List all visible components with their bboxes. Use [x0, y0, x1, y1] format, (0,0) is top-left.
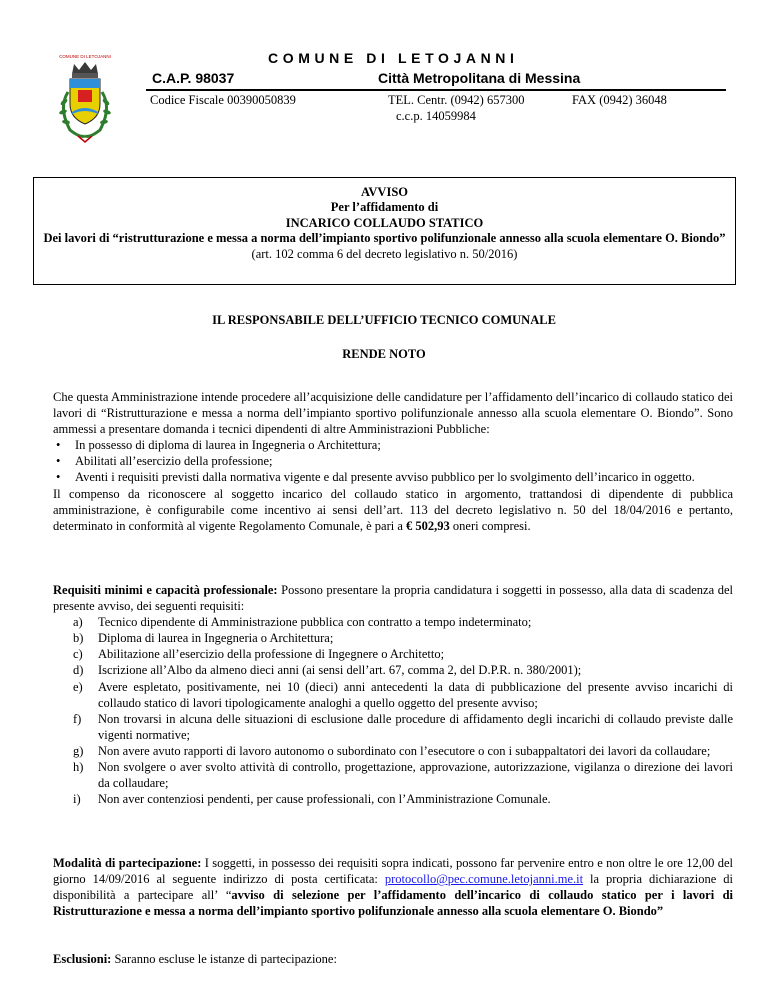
list-item: a) Tecnico dipendente di Amministrazione pubblica con contratto a tempo indeterminato;	[73, 615, 532, 630]
svg-text:COMUNE DI LETOJANNI: COMUNE DI LETOJANNI	[59, 54, 111, 59]
list-item: h) Non svolgere o aver svolto attività di controllo, progettazione, approvazione, autorizzazione, vigilanza o direzione dei lavori da collaudare;	[73, 760, 733, 791]
telephone: TEL. Centr. (0942) 657300	[388, 93, 525, 107]
notice-subtitle: Per l’affidamento di	[330, 200, 439, 215]
list-item: d) Iscrizione all’Albo da almeno dieci anni (ai sensi dell’art. 67, comma 2, del D.P.R. n. 380/2001);	[73, 663, 582, 678]
notice-title: AVVISO	[360, 185, 408, 199]
cap-code: C.A.P. 98037	[152, 70, 235, 86]
citta-metropolitana: Città Metropolitana di Messina	[378, 70, 581, 86]
notice-legal-ref: (art. 102 comma 6 del decreto legislativo n. 50/2016)	[251, 246, 518, 261]
modalita-avviso-title: avviso di selezione per l’affidamento dell’incarico di collaudo statico per i lavori di Ristrutturazione e messa a norma dell’impianto sportivo polifunzionale annesso alla scuola elementare O. Biondo”	[53, 888, 733, 919]
rende-noto-heading: RENDE NOTO	[342, 347, 426, 361]
esclusioni-paragraph	[53, 951, 733, 967]
modalita-text2: la propria dichiarazione di disponibilità a partecipare all’ “	[53, 872, 733, 903]
compenso-paragraph	[53, 486, 733, 534]
intro-section	[53, 389, 733, 534]
requisiti-title: Requisiti minimi e capacità professionale:	[53, 583, 278, 597]
comune-title: COMUNE DI LETOJANNI	[268, 50, 519, 66]
notice-box	[33, 177, 736, 285]
intro-paragraph: Che questa Amministrazione intende procedere all’acquisizione delle candidature per l’affidamento dell’incarico di collaudo statico dei lavori di “Ristrutturazione e messa a norma dell’impianto sportivo polifunzionale annesso alla scuola elementare O. Biondo”. Sono ammessi a presentare domanda i tecnici dipendenti di altre Amministrazioni Pubbliche:	[53, 390, 733, 437]
notice-incarico: INCARICO COLLAUDO STATICO	[285, 215, 484, 230]
list-item: c) Abilitazione all’esercizio della professione di Ingegnere o Architetto;	[73, 647, 445, 662]
esclusioni-section	[53, 951, 733, 967]
municipal-crest-icon	[50, 52, 120, 152]
modalita-title: Modalità di partecipazione:	[53, 856, 202, 870]
pec-email-link[interactable]: protocollo@pec.comune.letojanni.me.it	[384, 872, 584, 887]
list-item: • In possesso di diploma di laurea in Ingegneria o Architettura;	[53, 437, 733, 453]
modalita-paragraph	[53, 855, 733, 919]
requisiti-text: Possono presentare la propria candidatura i soggetti in possesso, alla data di scadenza del presente avviso, dei seguenti requisiti:	[53, 583, 733, 614]
list-item: e) Avere espletato, positivamente, nei 10 (dieci) anni antecedenti la data di pubblicazione del presente avviso incarichi di collaudo statico di lavori tipologicamente analoghi a quello oggetto del presente avviso;	[73, 679, 733, 710]
list-item: i) Non aver contenziosi pendenti, per cause professionali, con l’Amministrazione Comunale.	[73, 792, 551, 807]
header-divider	[146, 89, 726, 91]
compenso-text: Il compenso da riconoscere al soggetto incarico del collaudo statico in argomento, trattandosi di dipendente di pubblica amministrazione, è configurabile come incentivo ai sensi dell’art. 113 del decreto legislativo n. 50 del 18/04/2016 e pertanto, determinato in conformità al vigente Regolamento Comunale, è pari a	[53, 486, 733, 533]
compenso-amount: € 502,93	[406, 518, 450, 533]
notice-lavori: Dei lavori di “ristrutturazione e messa a norma dell’impianto sportivo polifunzionale annesso alla scuola elementare O. Biondo”	[43, 231, 726, 246]
responsabile-heading: IL RESPONSABILE DELL’UFFICIO TECNICO COMUNALE	[212, 313, 556, 327]
fax: FAX (0942) 36048	[572, 93, 667, 107]
codice-fiscale: Codice Fiscale 00390050839	[150, 93, 296, 107]
esclusioni-text: Saranno escluse le istanze di partecipazione:	[111, 952, 337, 966]
requisiti-section	[53, 582, 733, 807]
requisiti-list	[53, 614, 733, 807]
compenso-suffix: oneri compresi.	[449, 518, 531, 533]
list-item: g) Non avere avuto rapporti di lavoro autonomo o subordinato con l’esecutore o con i subappaltatori dei lavori da collaudare;	[73, 743, 711, 758]
esclusioni-title: Esclusioni:	[53, 952, 112, 966]
requisiti-paragraph	[53, 582, 733, 614]
modalita-section	[53, 855, 733, 919]
ccp: c.c.p. 14059984	[396, 109, 476, 123]
list-item: b) Diploma di laurea in Ingegneria o Architettura;	[73, 631, 334, 646]
list-item: f) Non trovarsi in alcuna delle situazioni di esclusione dalle procedure di affidamento degli incarichi di collaudo previste dalle vigenti normative;	[73, 711, 733, 742]
list-item: • Abilitati all’esercizio della professione;	[53, 453, 733, 469]
modalita-text: I soggetti, in possesso dei requisiti sopra indicati, possono far pervenire entro e non oltre le ore 12,00 del giorno 14/09/2016 al seguente indirizzo di posta certificata:	[53, 856, 733, 887]
list-item: • Aventi i requisiti previsti dalla normativa vigente e dal presente avviso pubblico per lo svolgimento dell’incarico in oggetto.	[53, 469, 733, 485]
